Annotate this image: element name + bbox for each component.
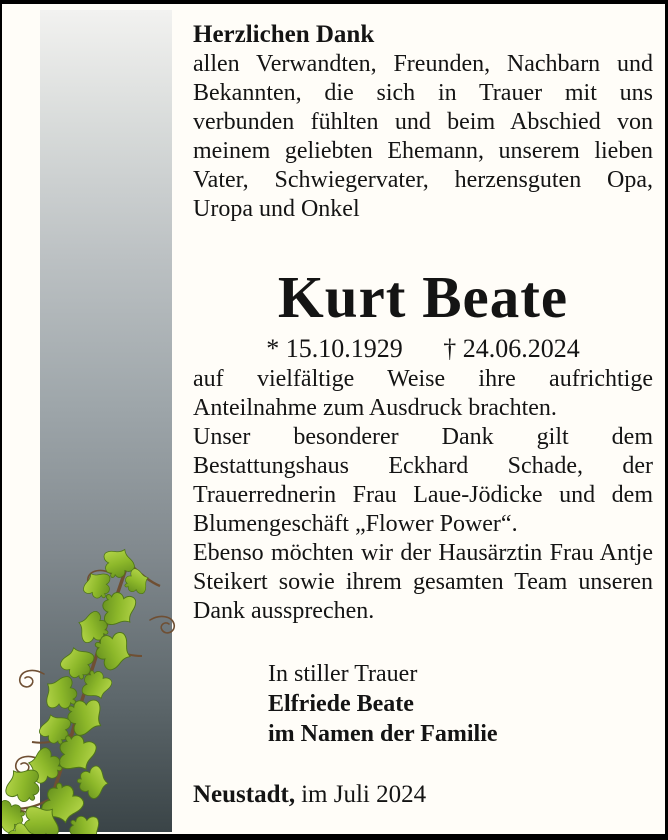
thanks-paragraph-3: Ebenso möchten wir der Hausärztin Frau Antje Steikert sowie ihrem gesamten Team unseren Dank aussprechen.: [193, 540, 653, 624]
place-date-line: [193, 780, 653, 810]
notice-date: im Juli 2024: [301, 781, 427, 808]
death-date: † 24.06.2024: [443, 334, 580, 363]
closing-block: [193, 659, 653, 749]
family-line: im Namen der Familie: [268, 721, 498, 747]
place-name: Neustadt,: [193, 781, 296, 808]
notice-text-column: [193, 20, 653, 810]
thanks-paragraph-2: Unser besonderer Dank gilt dem Bestattungshaus Eckhard Schade, der Trauerrednerin Frau Laue-Jödicke und dem Blumengeschäft „Flower Power“.: [193, 424, 653, 537]
life-dates: [193, 332, 653, 365]
birth-date: * 15.10.1929: [266, 334, 403, 363]
ivy-vine-icon: [0, 524, 210, 840]
intro-paragraph: allen Verwandten, Freunden, Nachbarn und Bekannten, die sich in Trauer mit uns verbunden fühlten und beim Abschied von meinem geliebten Ehemann, unserem lieben Vater, Schwiegervater, herzensguten Opa, Uropa und Onkel: [193, 51, 653, 222]
thanks-paragraph-1: auf vielfältige Weise ihre aufrichtige Anteilnahme zum Ausdruck brachten.: [193, 366, 653, 421]
deceased-name: Kurt Beate: [277, 264, 569, 330]
closing-phrase: In stiller Trauer: [268, 661, 418, 687]
thanks-heading: Herzlichen Dank: [193, 21, 375, 48]
signer-name: Elfriede Beate: [268, 691, 414, 717]
